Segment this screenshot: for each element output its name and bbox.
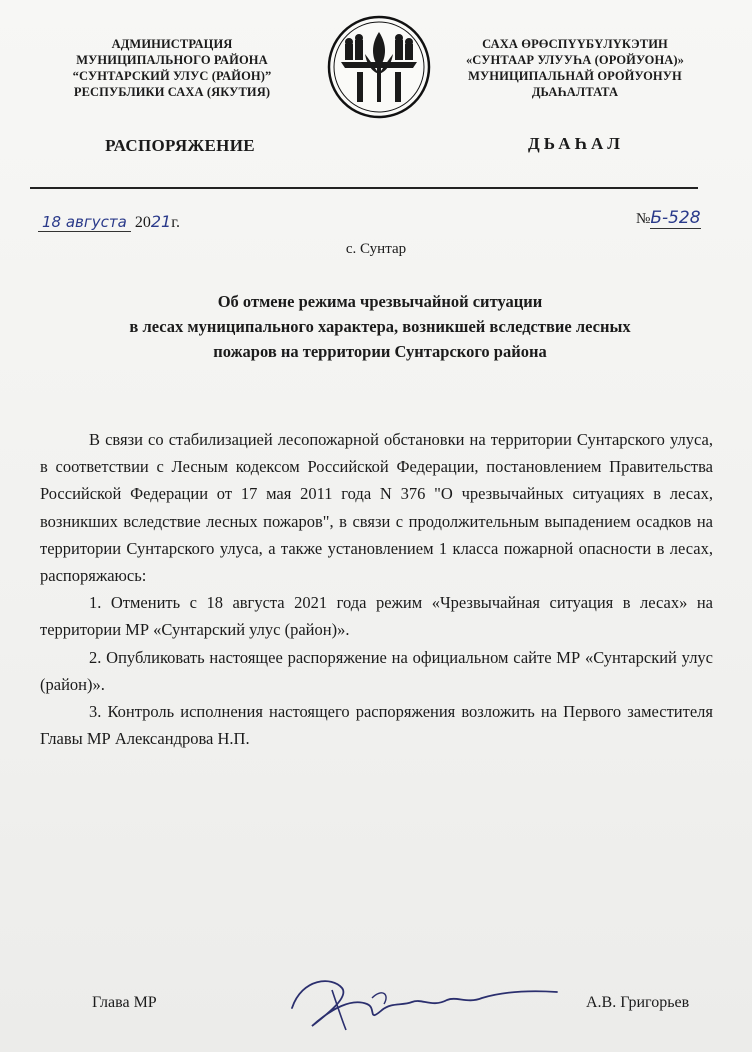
body-paragraph: В связи со стабилизацией лесопожарной обстановки на территории Сунтарского улуса, в соответствии с Лесным кодексом Российской Федерации, постановлением Правительства Российской Федерации от 17 мая 2011 года N 376 "О чрезвычайных ситуациях в лесах, возникших вследствие лесных пожаров", в связи с продолжительным выпадением осадков на территории Сунтарского улуса, а также установлением 1 класса пожарной опасности в лесах, распоряжаюсь: [40,430,713,586]
document-body [40,426,713,752]
body-paragraph-item-1: 1. Отменить с 18 августа 2021 года режим «Чрезвычайная ситуация в лесах» на территории МР «Сунтарский улус (район)». [40,593,713,640]
document-type-title: РАСПОРЯЖЕНИЕ [105,136,255,155]
header-right-block [450,36,700,100]
date-suffix: г. [171,214,180,231]
subject-line: в лесах муниципального характера, возникшей вследствие лесных [129,317,631,336]
header-right-line: ДЬАҺАЛТАТА [531,85,619,99]
header-right-line: МУНИЦИПАЛЬНАЙ ОРОЙУОНУН [468,69,682,83]
header-right-line: «СУНТААР УЛУУҺА (ОРОЙУОНА)» [465,53,685,67]
date-day-month: 18 августа [38,213,131,232]
number-value: Б-528 [650,208,701,228]
handwritten-signature [272,968,572,1036]
document-type-title-yakut: ДЬАҺАЛ [528,134,624,153]
document-number [636,208,701,228]
body-paragraph-item-3: 3. Контроль исполнения настоящего распоряжения возложить на Первого заместителя Главы МР Александрова Н.П. [40,702,713,749]
date-year-prefix: 20 [134,214,151,231]
coat-of-arms-emblem [327,14,431,120]
place-of-issue: с. Сунтар [345,241,407,257]
body-paragraph-item-2: 2. Опубликовать настоящее распоряжение на официальном сайте МР «Сунтарский улус (район)». [40,647,713,694]
document-date [38,212,180,232]
header-left-line: АДМИНИСТРАЦИЯ [111,37,233,51]
header-left-line: МУНИЦИПАЛЬНОГО РАЙОНА [76,53,268,67]
header-left-line: “СУНТАРСКИЙ УЛУС (РАЙОН)” [72,69,272,83]
document-subject [40,289,720,364]
header-left-line: РЕСПУБЛИКИ САХА (ЯКУТИЯ) [73,85,271,99]
header-divider [30,187,698,189]
header-right-line: САХА ӨРӨСПҮҮБҮЛҮКЭТИН [482,37,668,51]
number-prefix: № [636,211,651,227]
signer-name: А.В. Григорьев [586,994,690,1011]
subject-line: пожаров на территории Сунтарского района [213,342,547,361]
date-year-suffix: 21 [150,212,172,231]
signer-position: Глава МР [92,994,157,1011]
subject-line: Об отмене режима чрезвычайной ситуации [217,292,543,311]
header-left-block [52,36,292,100]
